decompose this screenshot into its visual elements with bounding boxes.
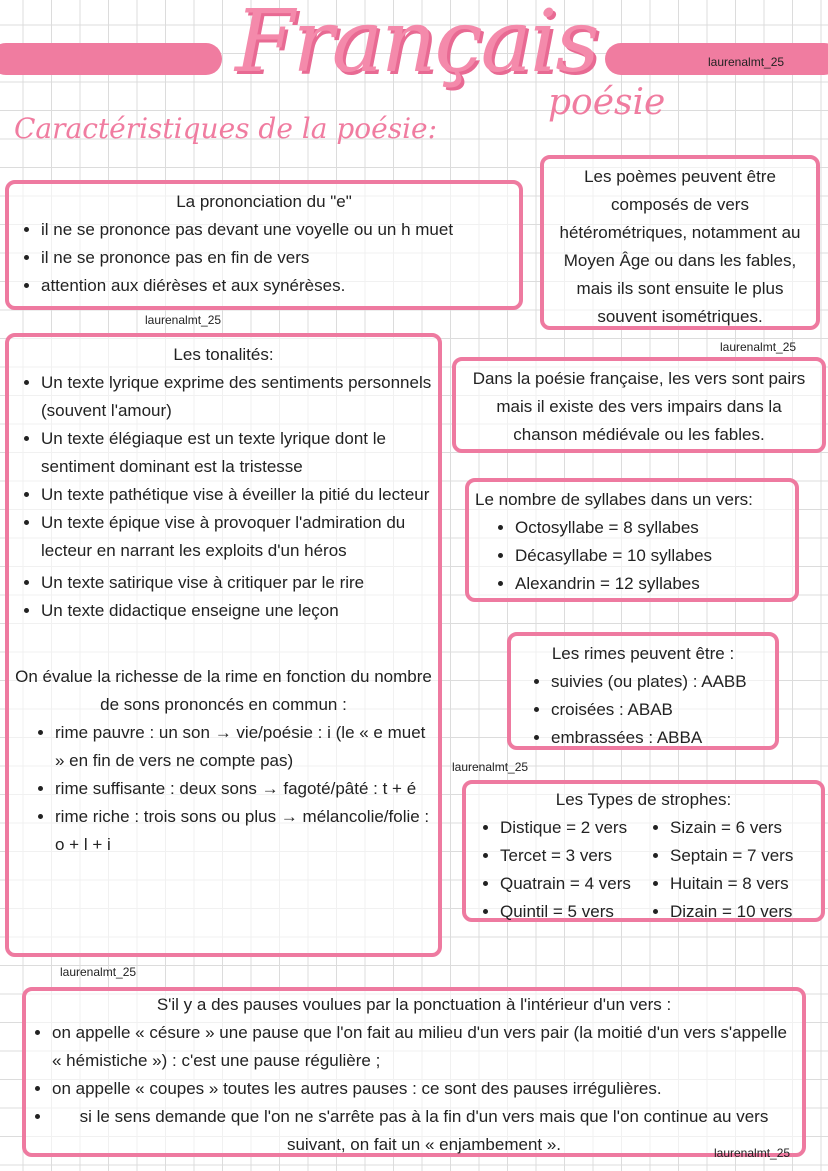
list-item: • Quintil = 5 vers [500,898,650,926]
box-title: Les rimes peuvent être : [551,644,735,663]
strophes-box [462,780,825,922]
box-title: Le nombre de syllabes dans un vers: [475,490,753,509]
list-item: • Un texte lyrique exprime des sentiments personnels (souvent l'amour) [41,369,432,425]
list-item: • Un texte pathétique vise à éveiller la pitié du lecteur [41,481,432,509]
list-item: • Distique = 2 vers [500,814,650,842]
list-item: • Décasyllabe = 10 syllabes [515,542,789,570]
list-item: • Septain = 7 vers [670,842,793,870]
list-item: • rime pauvre : un son → vie/poésie : i (le « e muet » en fin de vers ne compte pas) [55,719,432,775]
box-title: S'il y a des pauses voulues par la ponctuation à l'intérieur d'un vers : [156,995,672,1014]
rimes-box [507,632,779,750]
box-text: Les poèmes peuvent être composés de vers hétérométriques, notamment au Moyen Âge ou dans les fables, mais ils sont ensuite le plus souvent isométriques. [559,167,801,326]
list-item: • Sizain = 6 vers [670,814,793,842]
list-item: • Tercet = 3 vers [500,842,650,870]
list-item: • Huitain = 8 vers [670,870,793,898]
list-item: • on appelle « coupes » toutes les autres pauses : ce sont des pauses irrégulières. [52,1075,796,1103]
list-item: • Un texte élégiaque est un texte lyrique dont le sentiment dominant est la tristesse [41,425,432,481]
banner-left [0,43,222,75]
list-item: • croisées : ABAB [551,696,769,724]
list-item: • Un texte satirique vise à critiquer par le rire [41,569,432,597]
list-item: • Un texte didactique enseigne une leçon [41,597,432,625]
box-text: Dans la poésie française, les vers sont pairs mais il existe des vers impairs dans la chanson médiévale ou les fables. [472,369,806,444]
pauses-box [22,987,806,1160]
list-item: • rime riche : trois sons ou plus → mélancolie/folie : o + l + i [55,803,432,859]
section-heading: Caractéristiques de la poésie: [14,112,438,145]
list-item: • suivies (ou plates) : AABB [551,668,769,696]
watermark: laurenalmt_25 [452,760,529,774]
prononciation-box [5,180,523,310]
pairs-box [452,357,826,453]
watermark: laurenalmt_25 [708,55,785,69]
page-title: Français [235,0,598,92]
list-item: • Alexandrin = 12 syllabes [515,570,789,598]
list-item: • Quatrain = 4 vers [500,870,650,898]
tonalites-box [5,333,442,957]
list-item: • il ne se prononce pas en fin de vers [41,244,513,272]
list-item: • rime suffisante : deux sons → fagoté/pâté : t + é [55,775,432,803]
list-item: • il ne se prononce pas devant une voyelle ou un h muet [41,216,513,244]
watermark: laurenalmt_25 [145,313,222,327]
watermark: laurenalmt_25 [60,965,137,979]
list-item: • embrassées : ABBA [551,724,769,752]
list-item: • si le sens demande que l'on ne s'arrête pas à la fin d'un vers mais que l'on continue au vers suivant, on fait un « enjambement ». [52,1103,796,1159]
list-item: • Octosyllabe = 8 syllabes [515,514,789,542]
vers-types-box [540,155,820,330]
box-title: La prononciation du "e" [176,192,352,211]
box-title: Les Types de strophes: [555,790,732,809]
richesse-intro: On évalue la richesse de la rime en fonction du nombre de sons prononcés en commun : [15,667,432,714]
page-subtitle: poésie [548,82,666,123]
syllabes-box [465,478,799,602]
list-item: • Dizain = 10 vers [670,898,793,926]
box-title: Les tonalités: [173,345,274,364]
watermark: laurenalmt_25 [720,340,797,354]
list-item: • on appelle « césure » une pause que l'on fait au milieu d'un vers pair (la moitié d'un vers s'appelle « hémistiche ») : c'est une pause régulière ; [52,1019,796,1075]
list-item: • attention aux diérèses et aux synérèses. [41,272,513,300]
list-item: • Un texte épique vise à provoquer l'admiration du lecteur en narrant les exploits d'un héros [41,509,432,565]
watermark: laurenalmt_25 [714,1146,791,1160]
